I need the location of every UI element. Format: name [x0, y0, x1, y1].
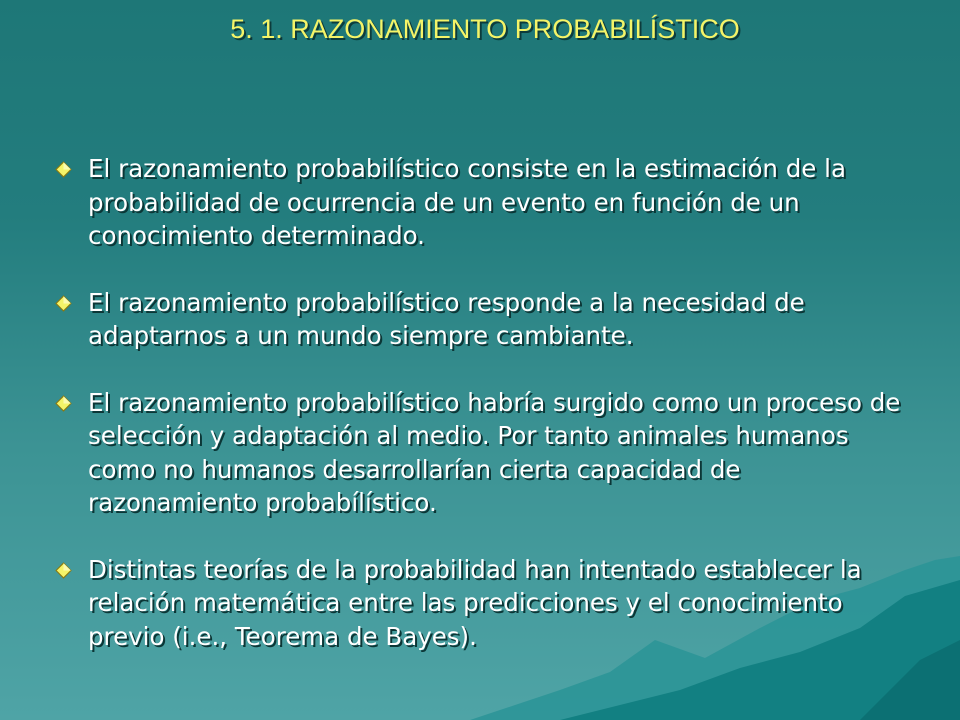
diamond-bullet-icon: [55, 161, 72, 178]
bullet-list: [55, 152, 915, 653]
bullet-text: El razonamiento probabilístico responde a la necesidad de adaptarnos a un mundo siempre cambiante.: [88, 287, 805, 350]
bullet-item: [55, 386, 915, 520]
diamond-bullet-icon: [55, 295, 72, 312]
slide-title: 5. 1. RAZONAMIENTO PROBABILÍSTICO: [230, 14, 740, 44]
bullet-item: [55, 286, 915, 353]
diamond-bullet-icon: [55, 562, 72, 579]
bullet-text: El razonamiento probabilístico habría surgido como un proceso de selección y adaptación al medio. Por tanto animales humanos como no humanos desarrollarían cierta capacidad de razonamiento probabílístico.: [88, 387, 901, 517]
bullet-text: Distintas teorías de la probabilidad han intentado establecer la relación matemática entre las predicciones y el conocimiento previo (i.e., Teorema de Bayes).: [88, 554, 862, 651]
bullet-item: [55, 152, 915, 253]
bullet-text: El razonamiento probabilístico consiste en la estimación de la probabilidad de ocurrencia de un evento en función de un conocimiento determinado.: [88, 154, 846, 250]
diamond-bullet-icon: [55, 395, 72, 412]
bullet-item: [55, 553, 915, 654]
